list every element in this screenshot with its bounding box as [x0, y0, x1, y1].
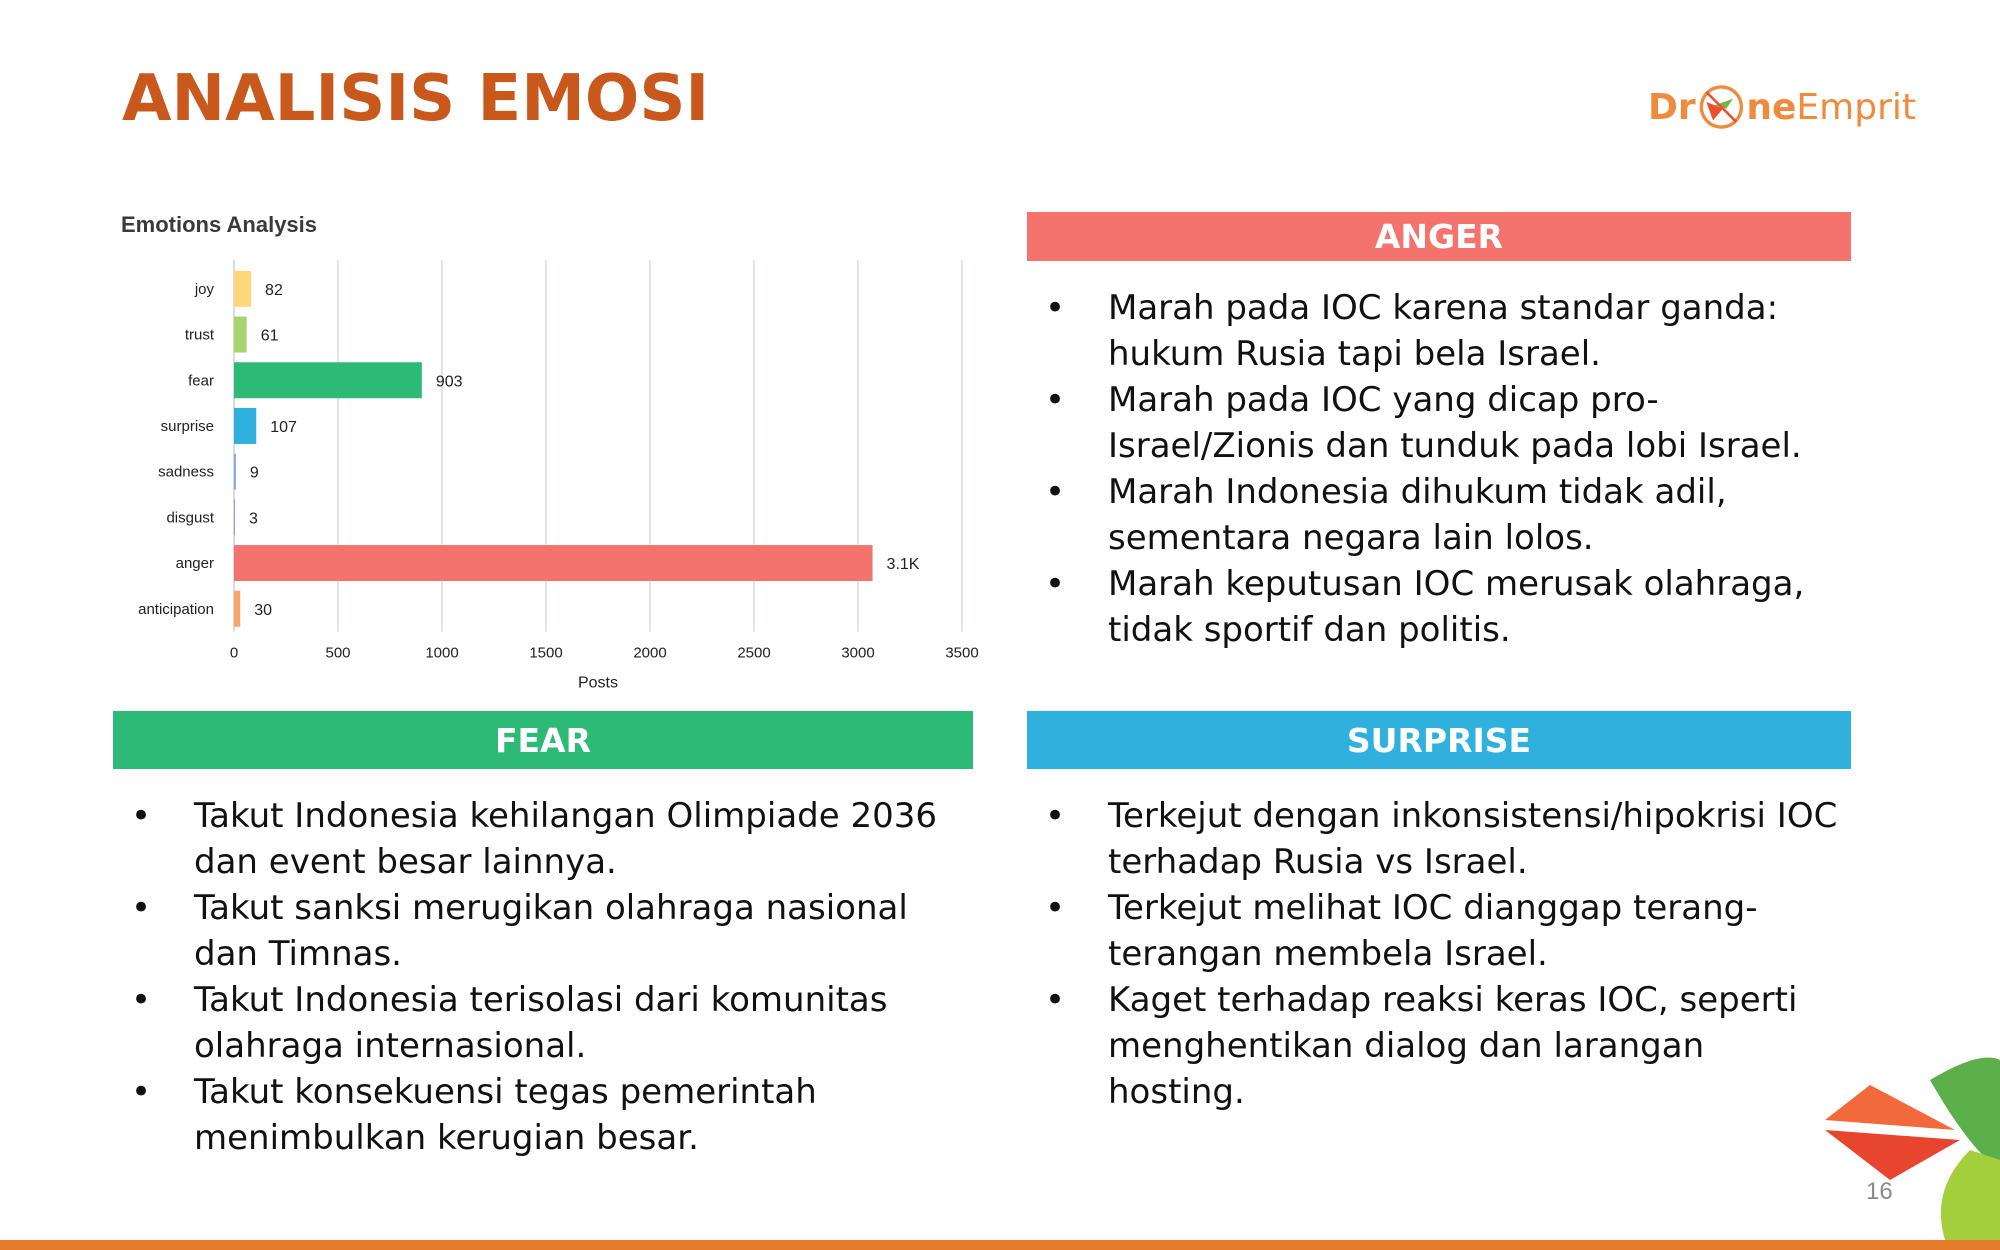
bullet-item: • Takut sanksi merugikan olahraga nasional dan Timnas.: [131, 885, 961, 977]
bullet-item: • Marah keputusan IOC merusak olahraga, tidak sportif dan politis.: [1045, 561, 1845, 653]
category-label: trust: [184, 326, 214, 344]
category-label: disgust: [166, 509, 214, 527]
bar-anger: [234, 545, 873, 581]
fear-list: [131, 793, 961, 1161]
logo-text-ne: ne: [1746, 86, 1797, 128]
bar-joy: [234, 271, 251, 307]
data-label: 3.1K: [886, 556, 920, 574]
x-tick-label: 2000: [633, 644, 667, 662]
logo-text-emprit: Emprit: [1796, 86, 1916, 128]
emotions-bar-chart: [110, 250, 980, 700]
anger-banner: ANGER: [1027, 212, 1851, 261]
bullet-item: • Marah pada IOC yang dicap pro-Israel/Zionis dan tunduk pada lobi Israel.: [1045, 377, 1845, 469]
bullet-item: • Takut Indonesia kehilangan Olimpiade 2036 dan event besar lainnya.: [131, 793, 961, 885]
bullet-item: • Terkejut dengan inkonsistensi/hipokrisi IOC terhadap Rusia vs Israel.: [1045, 793, 1845, 885]
x-tick-label: 3000: [841, 644, 875, 662]
drone-logo-icon: [1698, 79, 1745, 135]
bullet-item: • Takut konsekuensi tegas pemerintah menimbulkan kerugian besar.: [131, 1069, 961, 1161]
bottom-accent-bar: [0, 1240, 2000, 1250]
chart-title: Emotions Analysis: [121, 212, 318, 237]
bar-surprise: [234, 408, 256, 444]
x-tick-label: 1000: [425, 644, 459, 662]
data-label: 903: [435, 373, 463, 391]
data-label: 9: [249, 464, 259, 482]
page-number: 16: [1866, 1178, 1893, 1205]
category-label: surprise: [160, 417, 214, 435]
category-label: anger: [175, 555, 214, 573]
x-tick-label: 2500: [737, 644, 771, 662]
drone-emprit-logo: [1648, 72, 1916, 142]
bullet-item: • Marah pada IOC karena standar ganda: hukum Rusia tapi bela Israel.: [1045, 285, 1845, 377]
x-tick-label: 1500: [529, 644, 563, 662]
bullet-item: • Terkejut melihat IOC dianggap terang-terangan membela Israel.: [1045, 885, 1845, 977]
category-label: sadness: [158, 463, 214, 481]
data-label: 61: [260, 327, 279, 345]
anger-list: [1045, 285, 1845, 653]
bullet-item: • Takut Indonesia terisolasi dari komunitas olahraga internasional.: [131, 977, 961, 1069]
bar-disgust: [234, 499, 235, 535]
category-label: anticipation: [138, 600, 214, 618]
bullet-item: • Marah Indonesia dihukum tidak adil, sementara negara lain lolos.: [1045, 469, 1845, 561]
category-label: fear: [188, 372, 214, 390]
bar-sadness: [234, 454, 236, 490]
bullet-item: • Kaget terhadap reaksi keras IOC, seperti menghentikan dialog dan larangan hosting.: [1045, 977, 1845, 1115]
data-label: 30: [254, 601, 273, 619]
surprise-list: [1045, 793, 1845, 1115]
fear-banner: FEAR: [113, 711, 973, 769]
surprise-banner: SURPRISE: [1027, 711, 1851, 769]
bar-anticipation: [234, 591, 240, 627]
data-label: 3: [249, 510, 258, 528]
bar-fear: [234, 362, 422, 398]
x-tick-label: 500: [325, 644, 351, 662]
logo-text-dr: Dr: [1648, 86, 1696, 128]
decorative-leaf-graphic: [1820, 1040, 2000, 1240]
slide-title: ANALISIS EMOSI: [122, 62, 710, 136]
category-label: joy: [194, 280, 214, 298]
data-label: 107: [270, 418, 297, 436]
bar-trust: [234, 317, 247, 353]
data-label: 82: [265, 281, 283, 299]
x-tick-label: 0: [229, 644, 239, 662]
x-tick-label: 3500: [945, 644, 979, 662]
x-axis-label: Posts: [577, 674, 619, 692]
